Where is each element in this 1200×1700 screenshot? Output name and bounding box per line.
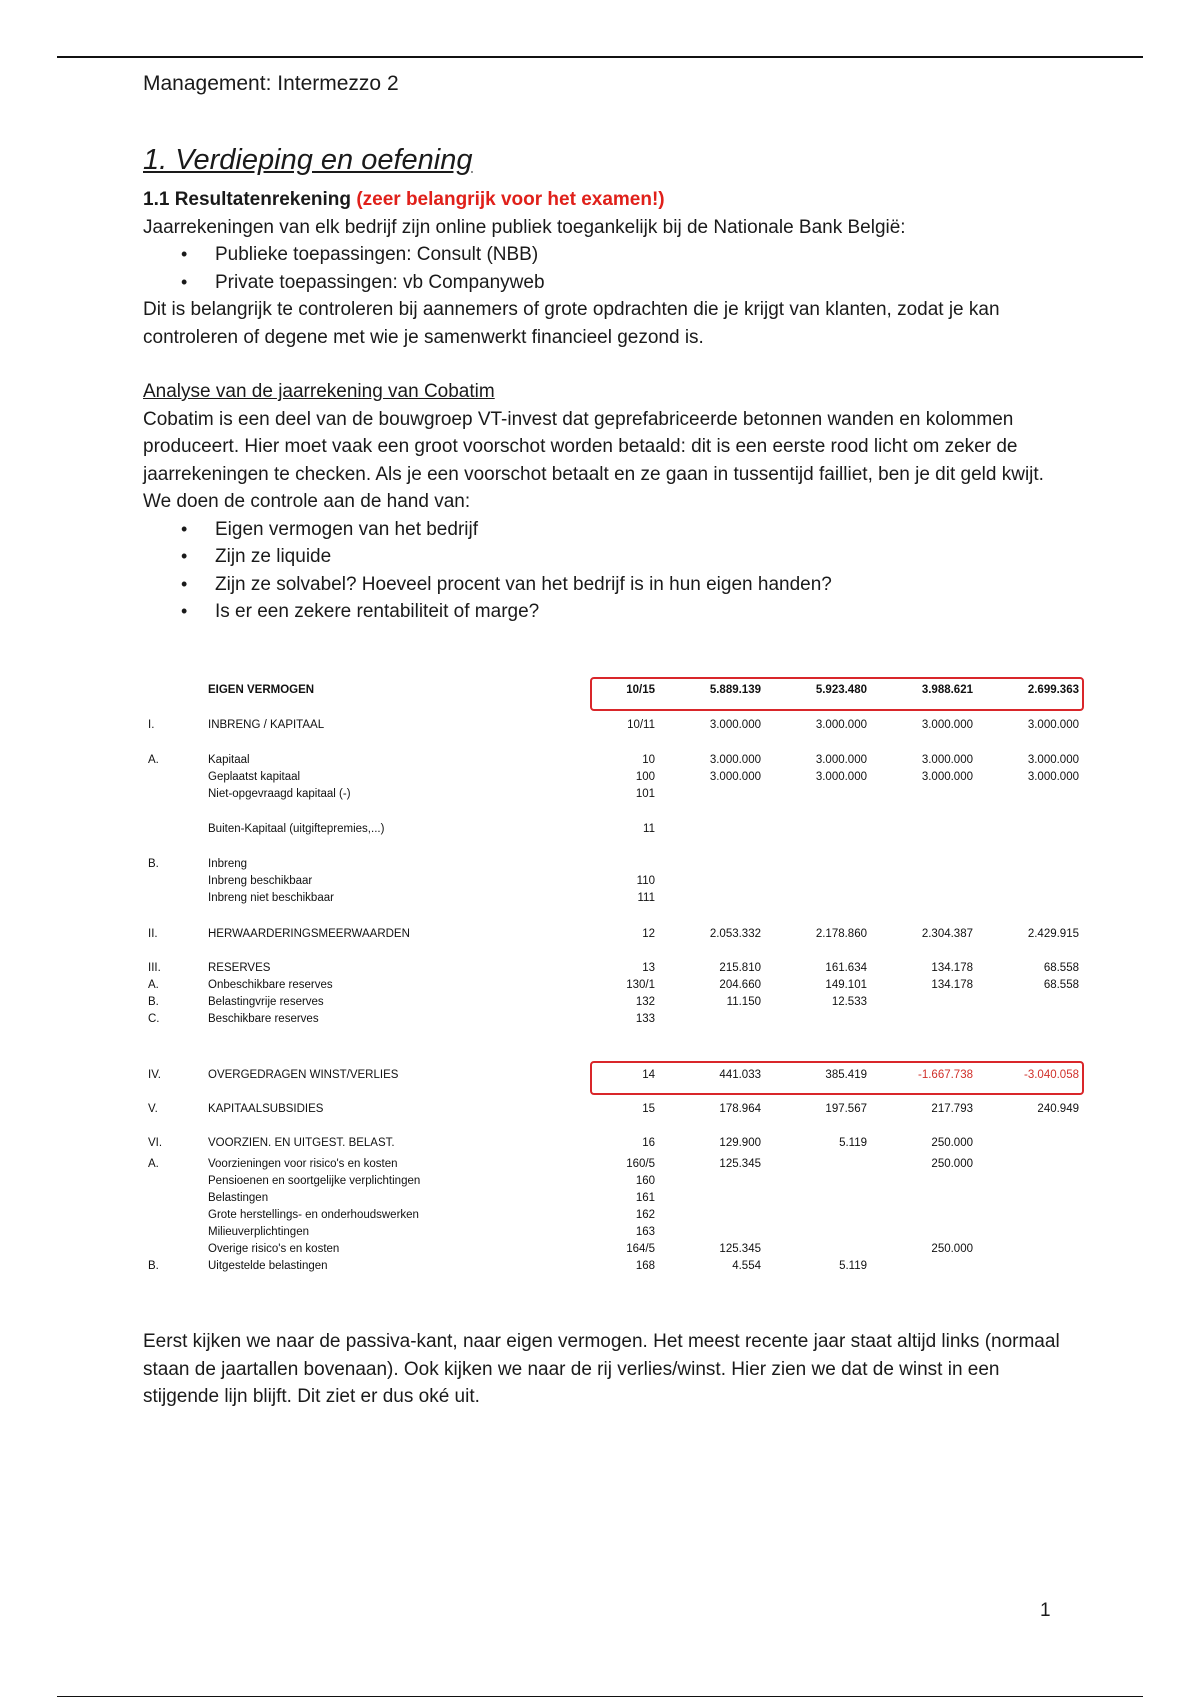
intro-text: Jaarrekeningen van elk bedrijf zijn online publiek toegankelijk bij de Nationale Bank België: xyxy=(143,216,906,238)
table-cell-label: OVERGEDRAGEN WINST/VERLIES xyxy=(208,1069,399,1081)
table-cell-v1: 3.000.000 xyxy=(709,771,761,783)
table-cell-label: Niet-opgevraagd kapitaal (-) xyxy=(208,788,351,800)
table-row xyxy=(143,788,1093,804)
table-cell-v3: 3.988.621 xyxy=(921,684,973,696)
table-cell-v3: -1.667.738 xyxy=(918,1069,973,1081)
analysis-heading: Analyse van de jaarrekening van Cobatim xyxy=(143,381,495,402)
table-row xyxy=(143,754,1093,770)
table-cell-num: IV. xyxy=(148,1069,162,1081)
table-cell-code: 161 xyxy=(635,1192,655,1204)
table-cell-code: 14 xyxy=(642,1069,655,1081)
intro-list xyxy=(143,241,1063,296)
table-cell-code: 10/15 xyxy=(626,684,655,696)
table-row xyxy=(143,858,1093,874)
table-row xyxy=(143,684,1093,700)
table-cell-v4: 2.699.363 xyxy=(1027,684,1079,696)
table-row xyxy=(143,892,1093,908)
table-row xyxy=(143,962,1093,978)
table-cell-v1: 4.554 xyxy=(732,1260,761,1272)
table-cell-v2: 197.567 xyxy=(825,1103,867,1115)
table-row xyxy=(143,1260,1093,1276)
table-cell-num: V. xyxy=(148,1103,158,1115)
table-cell-label: Inbreng niet beschikbaar xyxy=(208,892,334,904)
table-row xyxy=(143,1175,1093,1191)
table-cell-v2: 149.101 xyxy=(825,979,867,991)
table-cell-num: VI. xyxy=(148,1137,163,1149)
table-cell-v4: 3.000.000 xyxy=(1027,754,1079,766)
table-cell-v1: 125.345 xyxy=(719,1158,761,1170)
table-cell-v4: 68.558 xyxy=(1043,962,1079,974)
table-cell-code: 12 xyxy=(642,928,655,940)
table-row xyxy=(143,1069,1093,1085)
list-item: • Zijn ze solvabel? Hoeveel procent van het bedrijf is in hun eigen handen? xyxy=(215,571,1063,599)
table-cell-v2: 161.634 xyxy=(825,962,867,974)
section-title: 1. Verdieping en oefening xyxy=(143,144,473,176)
table-cell-num: A. xyxy=(148,1158,159,1170)
table-cell-num: B. xyxy=(148,996,159,1008)
table-cell-v4: 240.949 xyxy=(1037,1103,1079,1115)
table-cell-v1: 5.889.139 xyxy=(709,684,761,696)
table-row xyxy=(143,1103,1093,1119)
footer-rule xyxy=(57,1696,1143,1697)
table-cell-code: 132 xyxy=(635,996,655,1008)
table-cell-v3: 217.793 xyxy=(931,1103,973,1115)
table-cell-v3: 3.000.000 xyxy=(921,719,973,731)
table-cell-code: 111 xyxy=(637,892,655,904)
table-row xyxy=(143,719,1093,735)
table-cell-code: 162 xyxy=(635,1209,655,1221)
table-cell-label: Geplaatst kapitaal xyxy=(208,771,301,783)
table-cell-num: I. xyxy=(148,719,155,731)
table-cell-v4: 3.000.000 xyxy=(1027,719,1079,731)
table-cell-label: KAPITAALSUBSIDIES xyxy=(208,1103,324,1115)
table-cell-v3: 250.000 xyxy=(931,1243,973,1255)
table-cell-v1: 178.964 xyxy=(719,1103,761,1115)
exam-note: (zeer belangrijk voor het examen!) xyxy=(356,189,665,210)
list-item: • Private toepassingen: vb Companyweb xyxy=(215,269,1063,297)
table-cell-label: Buiten-Kapitaal (uitgiftepremies,...) xyxy=(208,823,385,835)
table-row xyxy=(143,1209,1093,1225)
table-cell-v2: 385.419 xyxy=(825,1069,867,1081)
intro-after-text: Dit is belangrijk te controleren bij aannemers of grote opdrachten die je krijgt van klanten, zodat je kan controleren of degene met wie je samenwerkt financieel gezond is. xyxy=(143,299,1000,348)
table-row xyxy=(143,979,1093,995)
table-cell-v2: 12.533 xyxy=(831,996,867,1008)
list-item: • Zijn ze liquide xyxy=(215,543,1063,571)
table-row xyxy=(143,1226,1093,1242)
subsection-title xyxy=(143,186,1063,214)
table-cell-num: A. xyxy=(148,979,159,991)
table-cell-code: 110 xyxy=(636,875,655,887)
table-cell-v2: 3.000.000 xyxy=(815,754,867,766)
table-cell-v1: 125.345 xyxy=(719,1243,761,1255)
analysis-lead: We doen de controle aan de hand van: xyxy=(143,491,471,512)
table-cell-label: Uitgestelde belastingen xyxy=(208,1260,328,1272)
table-row xyxy=(143,875,1093,891)
table-cell-code: 100 xyxy=(635,771,655,783)
table-cell-num: C. xyxy=(148,1013,160,1025)
header-rule xyxy=(57,56,1143,58)
table-cell-code: 160/5 xyxy=(626,1158,655,1170)
table-cell-label: Voorzieningen voor risico's en kosten xyxy=(208,1158,398,1170)
table-row xyxy=(143,823,1093,839)
table-cell-label: EIGEN VERMOGEN xyxy=(208,684,315,696)
table-cell-num: II. xyxy=(148,928,158,940)
table-cell-code: 160 xyxy=(635,1175,655,1187)
table-cell-code: 15 xyxy=(642,1103,655,1115)
table-cell-label: Milieuverplichtingen xyxy=(208,1226,309,1238)
table-cell-label: Grote herstellings- en onderhoudswerken xyxy=(208,1209,419,1221)
document-body xyxy=(143,140,1063,626)
page-number: 1 xyxy=(1040,1600,1051,1621)
list-item: • Is er een zekere rentabiliteit of marge? xyxy=(215,598,1063,626)
table-cell-code: 10 xyxy=(642,754,655,766)
conclusion-text: Eerst kijken we naar de passiva-kant, naar eigen vermogen. Het meest recente jaar staat altijd links (normaal staan de jaartallen bovenaan). Ook kijken we naar de rij verlies/winst. Hier zien we dat de winst in een stijgende lijn blijft. Dit ziet er dus oké uit. xyxy=(143,1331,1060,1407)
table-row xyxy=(143,928,1093,944)
table-cell-code: 10/11 xyxy=(627,719,655,731)
table-cell-v2: 5.119 xyxy=(839,1137,867,1149)
table-cell-v2: 2.178.860 xyxy=(815,928,867,940)
table-cell-label: INBRENG / KAPITAAL xyxy=(208,719,325,731)
table-cell-v3: 3.000.000 xyxy=(921,754,973,766)
table-cell-label: HERWAARDERINGSMEERWAARDEN xyxy=(208,928,410,940)
table-cell-v4: 3.000.000 xyxy=(1027,771,1079,783)
table-cell-v1: 215.810 xyxy=(719,962,761,974)
table-cell-label: Belastingvrije reserves xyxy=(208,996,324,1008)
table-cell-v1: 3.000.000 xyxy=(709,719,761,731)
analysis-text: Cobatim is een deel van de bouwgroep VT-invest dat geprefabriceerde betonnen wanden en kolommen produceert. Hier moet vaak een groot voorschot worden betaald: dit is een eerste rood licht om zeker de jaarrekeningen te checken. Als je een voorschot betaalt en ze gaan in tussentijd failliet, ben je dit geld kwijt. xyxy=(143,408,1044,485)
page-header: Management: Intermezzo 2 xyxy=(143,72,399,95)
table-cell-v3: 134.178 xyxy=(931,962,973,974)
table-cell-v4: 68.558 xyxy=(1043,979,1079,991)
subsection-title-text: 1.1 Resultatenrekening xyxy=(143,189,352,210)
table-cell-v1: 2.053.332 xyxy=(709,928,761,940)
table-cell-label: Onbeschikbare reserves xyxy=(208,979,333,991)
analysis-list xyxy=(143,516,1063,626)
table-cell-code: 168 xyxy=(635,1260,655,1272)
table-cell-num: B. xyxy=(148,1260,159,1272)
table-cell-code: 164/5 xyxy=(626,1243,655,1255)
table-cell-label: Pensioenen en soortgelijke verplichtingen xyxy=(208,1175,421,1187)
table-cell-num: III. xyxy=(148,962,161,974)
table-cell-code: 11 xyxy=(643,823,655,835)
table-cell-v4: -3.040.058 xyxy=(1024,1069,1079,1081)
table-cell-v3: 3.000.000 xyxy=(921,771,973,783)
table-row xyxy=(143,1192,1093,1208)
table-cell-code: 101 xyxy=(635,788,655,800)
table-row xyxy=(143,1158,1093,1174)
table-cell-label: Inbreng beschikbaar xyxy=(208,875,313,887)
table-cell-v2: 5.119 xyxy=(839,1260,867,1272)
table-cell-v1: 11.150 xyxy=(726,996,761,1008)
table-cell-code: 16 xyxy=(642,1137,655,1149)
table-cell-code: 13 xyxy=(642,962,655,974)
table-cell-num: A. xyxy=(148,754,159,766)
table-cell-v1: 204.660 xyxy=(719,979,761,991)
table-cell-v2: 3.000.000 xyxy=(815,771,867,783)
table-cell-num: B. xyxy=(148,858,159,870)
table-cell-v3: 134.178 xyxy=(931,979,973,991)
table-cell-label: Beschikbare reserves xyxy=(208,1013,319,1025)
table-cell-v1: 441.033 xyxy=(719,1069,761,1081)
table-cell-v2: 3.000.000 xyxy=(815,719,867,731)
table-row xyxy=(143,996,1093,1012)
list-item: • Publieke toepassingen: Consult (NBB) xyxy=(215,241,1063,269)
table-cell-label: RESERVES xyxy=(208,962,271,974)
table-cell-label: VOORZIEN. EN UITGEST. BELAST. xyxy=(208,1137,395,1149)
list-item: • Eigen vermogen van het bedrijf xyxy=(215,516,1063,544)
table-cell-code: 163 xyxy=(635,1226,655,1238)
table-row xyxy=(143,771,1093,787)
table-cell-label: Inbreng xyxy=(208,858,248,870)
table-cell-v4: 2.429.915 xyxy=(1027,928,1079,940)
table-cell-v1: 129.900 xyxy=(719,1137,761,1149)
table-cell-code: 130/1 xyxy=(626,979,655,991)
table-cell-v1: 3.000.000 xyxy=(709,754,761,766)
table-cell-v3: 250.000 xyxy=(931,1137,973,1149)
table-cell-code: 133 xyxy=(635,1013,655,1025)
table-cell-v3: 250.000 xyxy=(931,1158,973,1170)
table-cell-label: Kapitaal xyxy=(208,754,250,766)
table-row xyxy=(143,1137,1093,1153)
table-cell-v3: 2.304.387 xyxy=(921,928,973,940)
table-cell-label: Overige risico's en kosten xyxy=(208,1243,340,1255)
table-row xyxy=(143,1243,1093,1259)
table-cell-label: Belastingen xyxy=(208,1192,269,1204)
table-cell-v2: 5.923.480 xyxy=(815,684,867,696)
table-row xyxy=(143,1013,1093,1029)
